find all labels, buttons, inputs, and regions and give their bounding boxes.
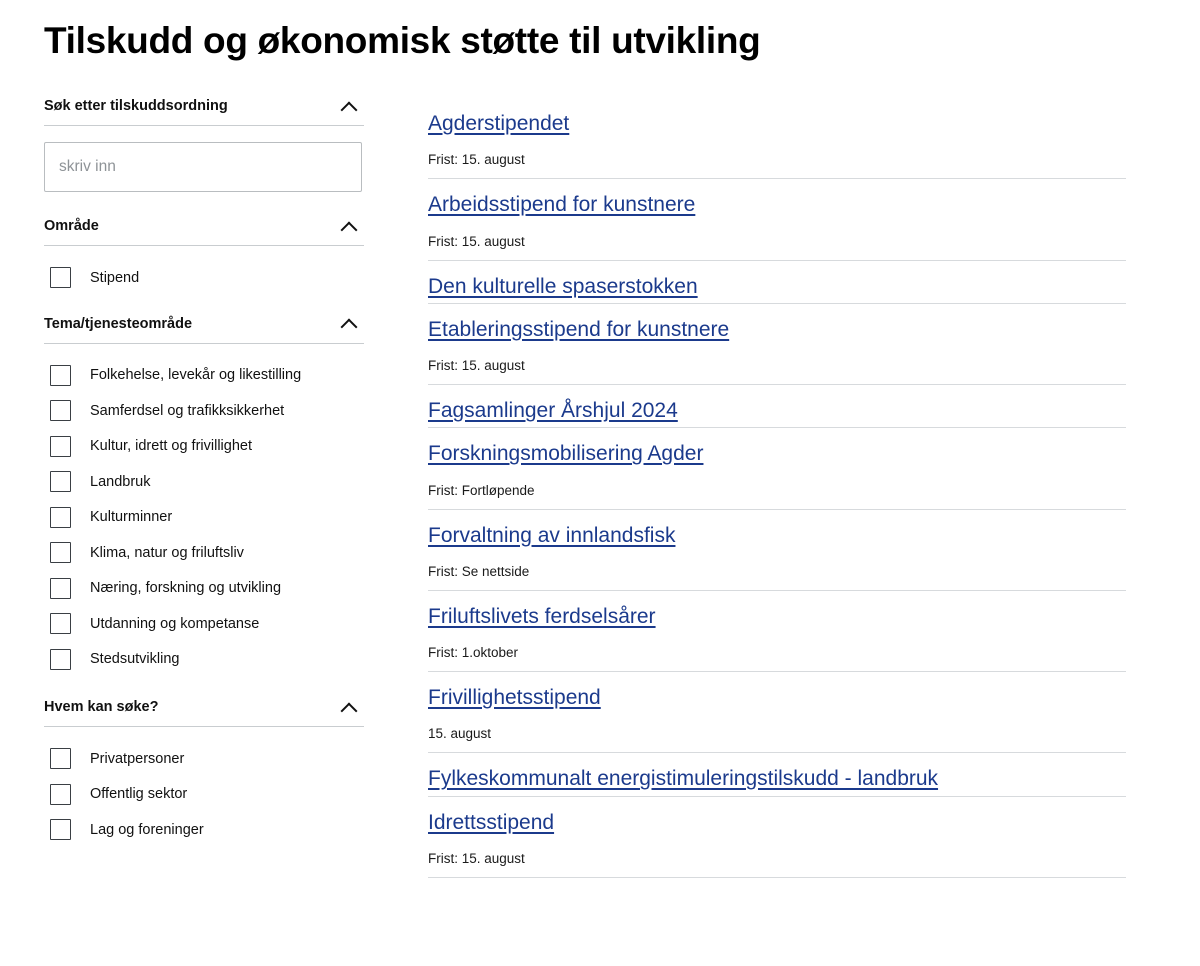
page-root	[0, 20, 1200, 966]
list-item	[428, 385, 1126, 428]
checkbox-label: Utdanning og kompetanse	[90, 615, 260, 632]
filter-option-samferdsel[interactable]	[44, 393, 364, 429]
chevron-up-icon[interactable]	[341, 101, 358, 112]
checkbox-label: Klima, natur og friluftsliv	[90, 544, 244, 561]
filter-header-hvem[interactable]	[44, 699, 364, 727]
list-item	[428, 510, 1126, 591]
chevron-up-icon[interactable]	[341, 318, 358, 329]
checkbox-naering[interactable]	[50, 578, 71, 599]
checkbox-klima[interactable]	[50, 542, 71, 563]
filter-title-hvem: Hvem kan søke?	[44, 699, 159, 715]
result-deadline: Frist: Se nettside	[428, 563, 530, 579]
checkbox-label: Kultur, idrett og frivillighet	[90, 438, 252, 455]
filter-body-hvem	[44, 727, 364, 848]
filter-body-tema	[44, 344, 364, 678]
checkbox-samferdsel[interactable]	[50, 400, 71, 421]
filter-header-search[interactable]	[44, 98, 364, 126]
filter-option-offentlig-sektor[interactable]	[44, 777, 364, 813]
filter-group-hvem	[44, 699, 364, 848]
filter-option-kulturminner[interactable]	[44, 500, 364, 536]
filter-option-klima[interactable]	[44, 535, 364, 571]
list-item	[428, 261, 1126, 304]
checkbox-label: Lag og foreninger	[90, 821, 204, 838]
result-deadline: Frist: 15. august	[428, 358, 525, 373]
chevron-up-icon[interactable]	[341, 702, 358, 713]
filter-body-search	[44, 126, 364, 192]
result-deadline: Frist: 15. august	[428, 233, 525, 249]
page-title: Tilskudd og økonomisk støtte til utvikling	[44, 20, 761, 61]
result-link[interactable]: Den kulturelle spaserstokken	[428, 274, 698, 298]
result-link[interactable]: Friluftslivets ferdselsårer	[428, 604, 656, 628]
filter-title-search: Søk etter tilskuddsordning	[44, 98, 228, 114]
filter-header-tema[interactable]	[44, 316, 364, 344]
checkbox-utdanning[interactable]	[50, 613, 71, 634]
main-content	[0, 98, 1200, 878]
checkbox-label: Privatpersoner	[90, 750, 185, 767]
checkbox-label: Kulturminner	[90, 509, 173, 526]
result-link[interactable]: Forskningsmobilisering Agder	[428, 442, 704, 466]
filter-group-omrade	[44, 218, 364, 296]
result-deadline: 15. august	[428, 726, 492, 742]
filter-option-utdanning[interactable]	[44, 606, 364, 642]
checkbox-label: Folkehelse, levekår og likestilling	[90, 367, 302, 384]
checkbox-label: Stedsutvikling	[90, 651, 180, 668]
result-link[interactable]: Idrettsstipend	[428, 810, 555, 834]
checkbox-label: Landbruk	[90, 473, 151, 490]
result-link[interactable]: Forvaltning av innlandsfisk	[428, 523, 676, 547]
result-link[interactable]: Fylkeskommunalt energistimuleringstilskudd - landbruk	[428, 767, 939, 791]
result-deadline: Frist: 15. august	[428, 152, 525, 168]
checkbox-landbruk[interactable]	[50, 471, 71, 492]
filter-option-stedsutvikling[interactable]	[44, 642, 364, 678]
filter-option-kultur[interactable]	[44, 429, 364, 465]
filter-option-lag-og-foreninger[interactable]	[44, 812, 364, 848]
filter-header-omrade[interactable]	[44, 218, 364, 246]
result-deadline: Frist: 1.oktober	[428, 645, 519, 660]
list-item	[428, 304, 1126, 385]
checkbox-label: Samferdsel og trafikksikkerhet	[90, 402, 285, 419]
list-item	[428, 98, 1126, 179]
checkbox-folkehelse[interactable]	[50, 365, 71, 386]
result-deadline: Frist: 15. august	[428, 850, 525, 866]
result-link[interactable]: Arbeidsstipend for kunstnere	[428, 193, 696, 217]
result-link[interactable]: Fagsamlinger Årshjul 2024	[428, 399, 678, 422]
checkbox-label: Offentlig sektor	[90, 786, 188, 803]
search-input[interactable]	[44, 142, 362, 192]
filter-title-omrade: Område	[44, 218, 99, 234]
filter-option-privatpersoner[interactable]	[44, 741, 364, 777]
checkbox-label: Stipend	[90, 269, 140, 286]
filter-group-search	[44, 98, 364, 192]
result-deadline: Frist: Fortløpende	[428, 482, 535, 498]
checkbox-label: Næring, forskning og utvikling	[90, 580, 282, 597]
list-item	[428, 753, 1126, 796]
chevron-up-icon[interactable]	[341, 221, 358, 232]
filter-title-tema: Tema/tjenesteområde	[44, 315, 193, 332]
results-list	[428, 98, 1200, 878]
filter-option-naering[interactable]	[44, 571, 364, 607]
filter-sidebar	[44, 98, 364, 878]
filter-body-omrade	[44, 246, 364, 296]
result-link[interactable]: Etableringsstipend for kunstnere	[428, 317, 730, 341]
filter-option-landbruk[interactable]	[44, 464, 364, 500]
result-link[interactable]: Agderstipendet	[428, 112, 570, 135]
checkbox-offentlig-sektor[interactable]	[50, 784, 71, 805]
list-item	[428, 591, 1126, 672]
checkbox-kulturminner[interactable]	[50, 507, 71, 528]
checkbox-stipend[interactable]	[50, 267, 71, 288]
list-item	[428, 797, 1126, 878]
checkbox-privatpersoner[interactable]	[50, 748, 71, 769]
result-link[interactable]: Frivillighetsstipend	[428, 686, 601, 709]
filter-option-folkehelse[interactable]	[44, 358, 364, 394]
list-item	[428, 672, 1126, 753]
filter-option-stipend[interactable]	[44, 260, 364, 296]
filter-group-tema	[44, 316, 364, 678]
list-item	[428, 179, 1126, 260]
checkbox-kultur[interactable]	[50, 436, 71, 457]
checkbox-stedsutvikling[interactable]	[50, 649, 71, 670]
checkbox-lag-og-foreninger[interactable]	[50, 819, 71, 840]
list-item	[428, 428, 1126, 509]
